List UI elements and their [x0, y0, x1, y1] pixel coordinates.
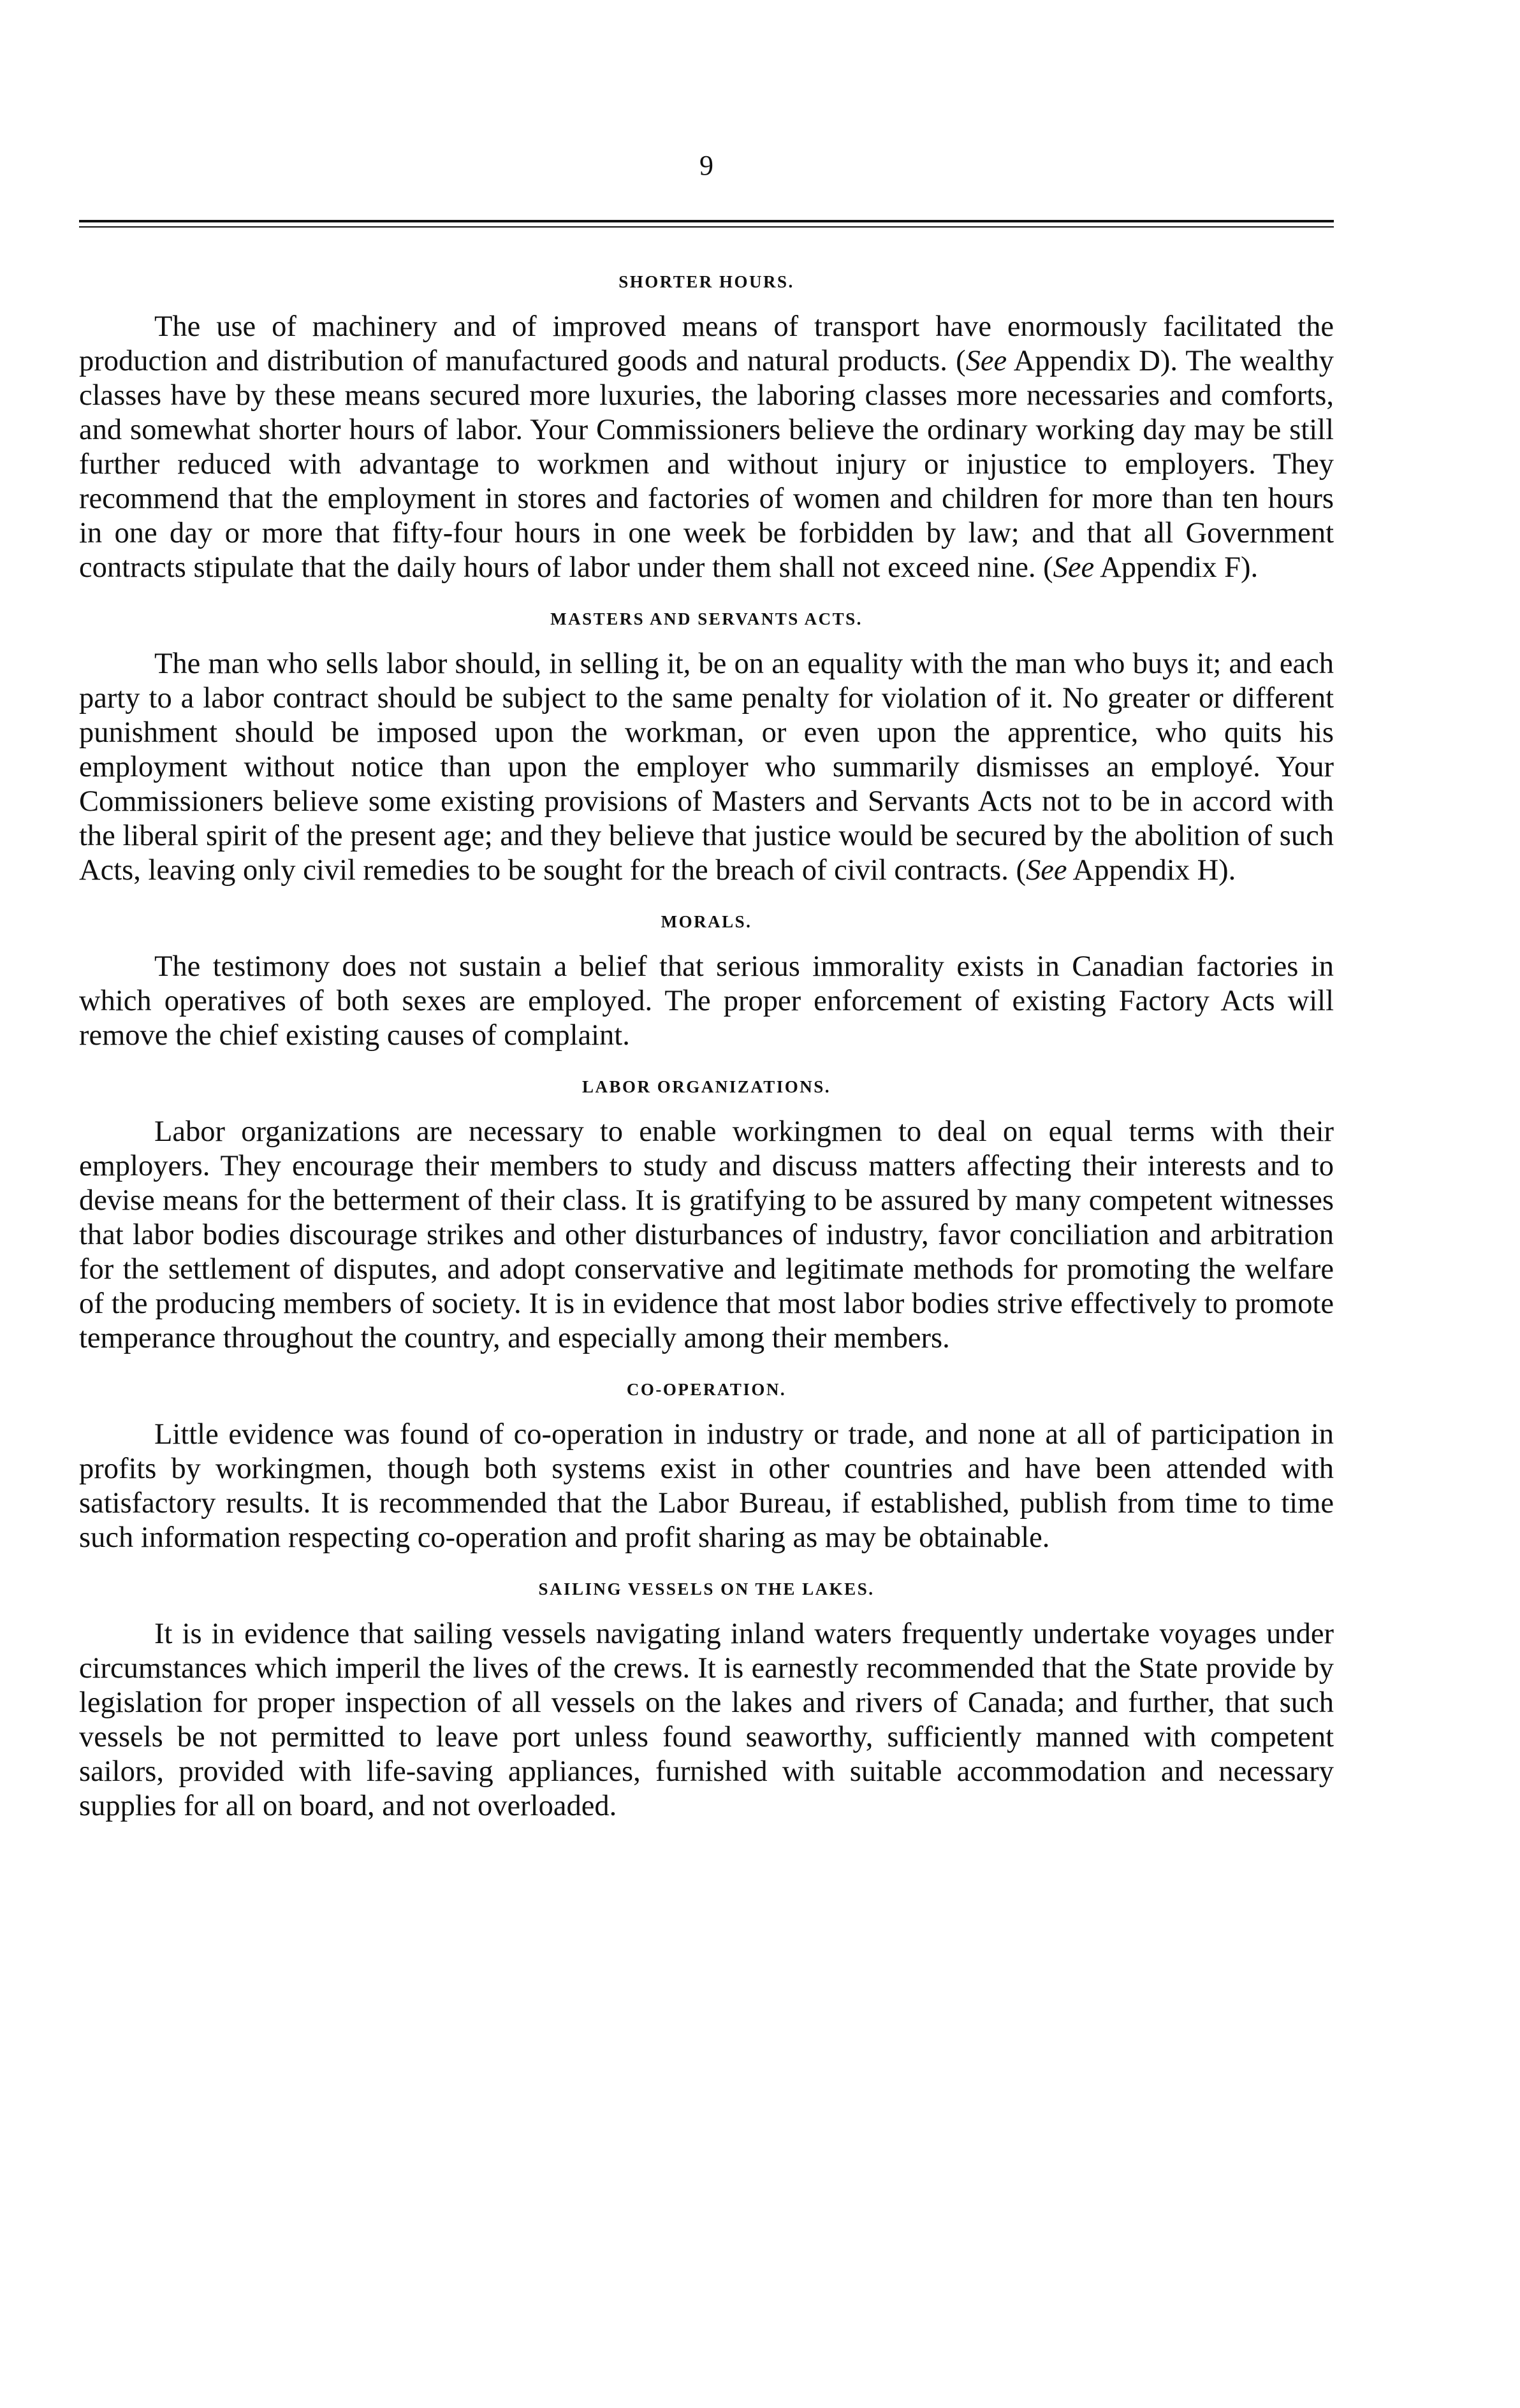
- section-paragraph: Little evidence was found of co-operation in industry or trade, and none at all of participation in profits by workingmen, though both systems exist in other countries and have been attended with satisfactory results. It is recommended that the Labor Bureau, if established, publish from time to time such information respecting co-operation and profit sharing as may be obtainable.: [79, 1418, 1334, 1554]
- section-co-operation: [79, 1380, 1334, 1555]
- paragraph-text: The use of machinery and of improved means of transport have enormously facilitated the production and distribution of manufactured goods and natural products. (: [79, 310, 1334, 377]
- section-paragraph: [79, 310, 1334, 585]
- paragraph-text: Appendix H).: [1067, 854, 1236, 887]
- section-heading: SHORTER HOURS.: [618, 272, 794, 291]
- section-shorter-hours: [79, 272, 1334, 585]
- section-paragraph: It is in evidence that sailing vessels navigating inland waters frequently undertake voyages under circumstances which imperil the lives of the crews. It is earnestly recommended that the State provide by legislation for proper inspection of all vessels on the lakes and rivers of Canada; and further, that such vessels be not permitted to leave port unless found seaworthy, sufficiently manned with competent sailors, provided with life-saving appliances, furnished with suitable accommodation and necessary supplies for all on board, and not overloaded.: [79, 1618, 1334, 1822]
- section-sailing-vessels: [79, 1579, 1334, 1824]
- section-heading: MORALS.: [661, 912, 752, 931]
- paragraph-text: The man who sells labor should, in selling it, be on an equality with the man who buys it; and each party to a labor contract should be subject to the same penalty for violation of it. No greater or different punishment should be imposed upon the workman, or even upon the apprentice, who quits his employment without notice than upon the employer who summarily dismisses an employé. Your Commissioners believe some existing provisions of Masters and Servants Acts not to be in accord with the liberal spirit of the present age; and they believe that justice would be secured by the abolition of such Acts, leaving only civil remedies to be sought for the breach of civil contracts. (: [79, 648, 1334, 887]
- section-paragraph: [79, 647, 1334, 888]
- section-paragraph: Labor organizations are necessary to enable workingmen to deal on equal terms with their employers. They encourage their members to study and discuss matters affecting their interests and to devise means for the betterment of their class. It is gratifying to be assured by many competent witnesses that labor bodies discourage strikes and other disturbances of industry, favor conciliation and arbitration for the settlement of disputes, and adopt conservative and legitimate methods for promoting the welfare of the producing members of society. It is in evidence that most labor bodies strive effectively to promote temperance throughout the country, and especially among their members.: [79, 1115, 1334, 1354]
- section-paragraph: The testimony does not sustain a belief that serious immorality exists in Canadian factories in which operatives of both sexes are employed. The proper enforcement of existing Factory Acts will remove the chief existing causes of complaint.: [79, 950, 1334, 1052]
- section-masters-and-servants: [79, 609, 1334, 888]
- section-heading: CO-OPERATION.: [626, 1380, 787, 1399]
- section-heading: LABOR ORGANIZATIONS.: [581, 1077, 831, 1096]
- section-morals: [79, 912, 1334, 1053]
- section-labor-organizations: [79, 1077, 1334, 1356]
- paragraph-text: Appendix D). The wealthy classes have by these means secured more luxuries, the laboring classes more necessaries and comforts, and somewhat shorter hours of labor. Your Commissioners believe the ordinary working day may be still further reduced with advantage to workmen and without injury or injustice to employers. They recommend that the employment in stores and factories of women and children for more than ten hours in one day or more that fifty-four hours in one week be forbidden by law; and that all Government contracts stipulate that the daily hours of labor under them shall not exceed nine. (: [79, 345, 1334, 584]
- page-number: 9: [699, 150, 713, 181]
- header-rule: [79, 220, 1334, 228]
- paragraph-text: Appendix F).: [1094, 551, 1259, 584]
- document-page: [79, 147, 1334, 1848]
- see-reference: See: [965, 345, 1007, 377]
- section-heading: MASTERS AND SERVANTS ACTS.: [550, 609, 863, 628]
- see-reference: See: [1025, 854, 1067, 887]
- see-reference: See: [1053, 551, 1095, 584]
- section-heading: SAILING VESSELS ON THE LAKES.: [538, 1579, 875, 1599]
